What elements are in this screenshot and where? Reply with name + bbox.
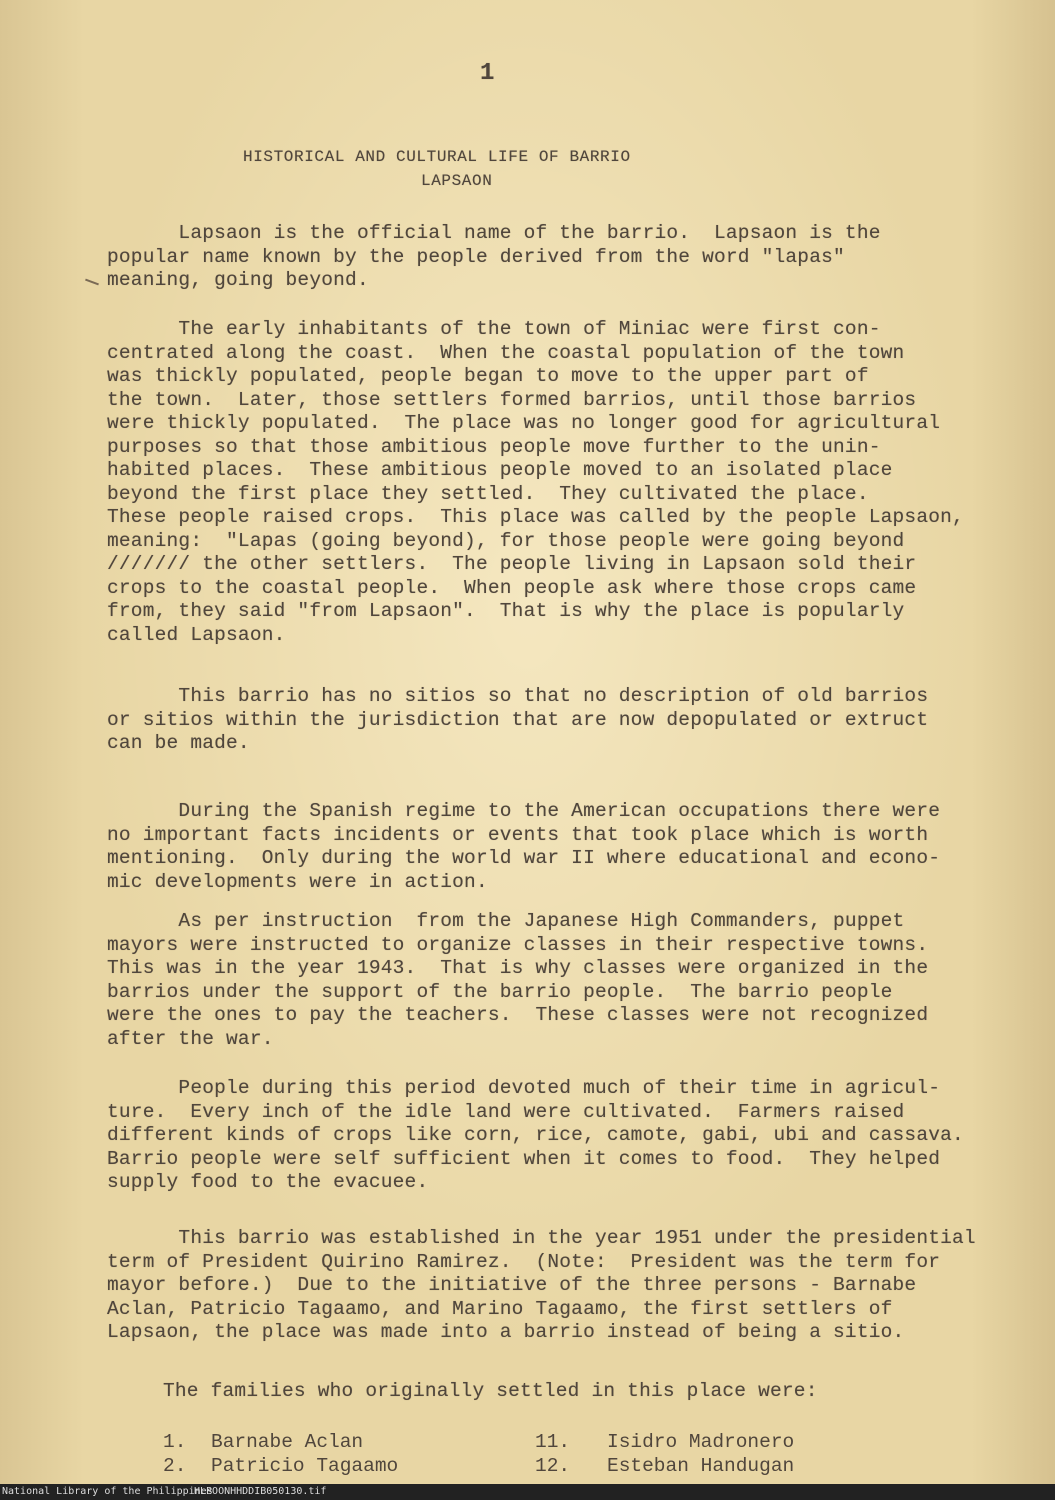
text-line: popular name known by the people derived from the word "lapas" (107, 245, 845, 268)
list-item-name: Esteban Handugan (607, 1455, 795, 1477)
text-line: As per instruction from the Japanese High Commanders, puppet (107, 910, 905, 932)
text-line: purposes so that those ambitious people move further to the unin- (107, 435, 881, 458)
document-title: HISTORICAL AND CULTURAL LIFE OF BARRIO (243, 148, 631, 166)
paragraph-sitios (107, 685, 928, 756)
list-item-number: 2. (163, 1455, 187, 1477)
paragraph-early-inhabitants (107, 318, 964, 647)
text-line: This barrio has no sitios so that no description of old barrios (107, 685, 929, 707)
list-item (163, 1430, 398, 1454)
page-number: 1 (480, 60, 495, 87)
text-line: Barrio people were self sufficient when it comes to food. They helped (107, 1147, 941, 1170)
list-item-name: Isidro Madronero (607, 1431, 795, 1453)
text-line: habited places. These ambitious people moved to an isolated place (107, 459, 893, 481)
settlers-list-left (163, 1430, 398, 1478)
text-line: This was in the year 1943. That is why classes were organized in the (107, 957, 929, 979)
text-line: different kinds of crops like corn, rice, camote, gabi, ubi and cassava. (107, 1124, 964, 1146)
list-item-number: 11. (535, 1431, 571, 1453)
text-line: barrios under the support of the barrio people. The barrio people (107, 980, 893, 1003)
paragraph-agriculture (107, 1077, 964, 1195)
text-line: were the ones to pay the teachers. These classes were not recognized (107, 1004, 929, 1026)
text-line: called Lapsaon. (107, 623, 286, 646)
list-item (163, 1454, 398, 1478)
text-line: People during this period devoted much of their time in agricul- (107, 1077, 941, 1099)
text-line: This barrio was established in the year 1951 under the presidential (107, 1227, 976, 1249)
text-line: meaning, going beyond. (107, 269, 369, 291)
text-line: mentioning. Only during the world war II where educational and econo- (107, 847, 941, 869)
list-item-name: Patricio Tagaamo (211, 1455, 399, 1477)
scan-footer (0, 1484, 1055, 1500)
text-line: supply food to the evacuee. (107, 1171, 429, 1193)
text-line: mic developments were in action. (107, 870, 488, 893)
text-line: were thickly populated. The place was no longer good for agricultural (107, 412, 941, 434)
list-item (535, 1454, 794, 1478)
footer-file-name: HLPOONHHDDIB050130.tif (194, 1486, 327, 1497)
list-item-number: 12. (535, 1455, 571, 1477)
text-line: the town. Later, those settlers formed barrios, until those barrios (107, 388, 917, 411)
paragraph-name-origin (107, 222, 881, 293)
paragraph-establishment (107, 1227, 976, 1345)
text-line: Lapsaon, the place was made into a barrio instead of being a sitio. (107, 1321, 905, 1343)
text-line: no important facts incidents or events that took place which is worth (107, 823, 929, 846)
text-line: was thickly populated, people began to move to the upper part of (107, 365, 869, 387)
text-line: These people raised crops. This place was called by the people Lapsaon, (107, 506, 964, 528)
text-line: beyond the first place they settled. They cultivated the place. (107, 482, 869, 505)
text-line: /////// the other settlers. The people living in Lapsaon sold their (107, 553, 917, 575)
text-line: centrated along the coast. When the coastal population of the town (107, 341, 905, 364)
text-line: crops to the coastal people. When people ask where those crops came (107, 576, 917, 599)
text-line: During the Spanish regime to the American occupations there were (107, 800, 941, 822)
text-line: mayors were instructed to organize classes in their respective towns. (107, 933, 929, 956)
settlers-list-intro: The families who originally settled in this place were: (163, 1380, 818, 1402)
text-line: can be made. (107, 732, 250, 754)
list-item (535, 1430, 794, 1454)
text-line: ture. Every inch of the idle land were cultivated. Farmers raised (107, 1100, 905, 1123)
margin-mark (85, 279, 99, 286)
paragraph-japanese-instruction (107, 910, 928, 1051)
text-line: or sitios within the jurisdiction that are now depopulated or extruct (107, 708, 929, 731)
text-line: mayor before.) Due to the initiative of the three persons - Barnabe (107, 1274, 917, 1296)
list-item-number: 1. (163, 1431, 187, 1453)
settlers-list-right (535, 1430, 794, 1478)
text-line: term of President Quirino Ramirez. (Note: President was the term for (107, 1250, 941, 1273)
text-line: from, they said "from Lapsaon". That is why the place is popularly (107, 600, 905, 622)
footer-library: National Library of the Philippines (2, 1486, 213, 1497)
text-line: The early inhabitants of the town of Miniac were first con- (107, 318, 881, 340)
text-line: after the war. (107, 1027, 274, 1050)
paragraph-spanish-regime (107, 800, 940, 894)
text-line: Lapsaon is the official name of the barrio. Lapsaon is the (107, 222, 881, 244)
text-line: Aclan, Patricio Tagaamo, and Marino Tagaamo, the first settlers of (107, 1297, 893, 1320)
document-subtitle: LAPSAON (421, 172, 493, 190)
text-line: meaning: "Lapas (going beyond), for those people were going beyond (107, 529, 905, 552)
list-item-name: Barnabe Aclan (211, 1431, 364, 1453)
